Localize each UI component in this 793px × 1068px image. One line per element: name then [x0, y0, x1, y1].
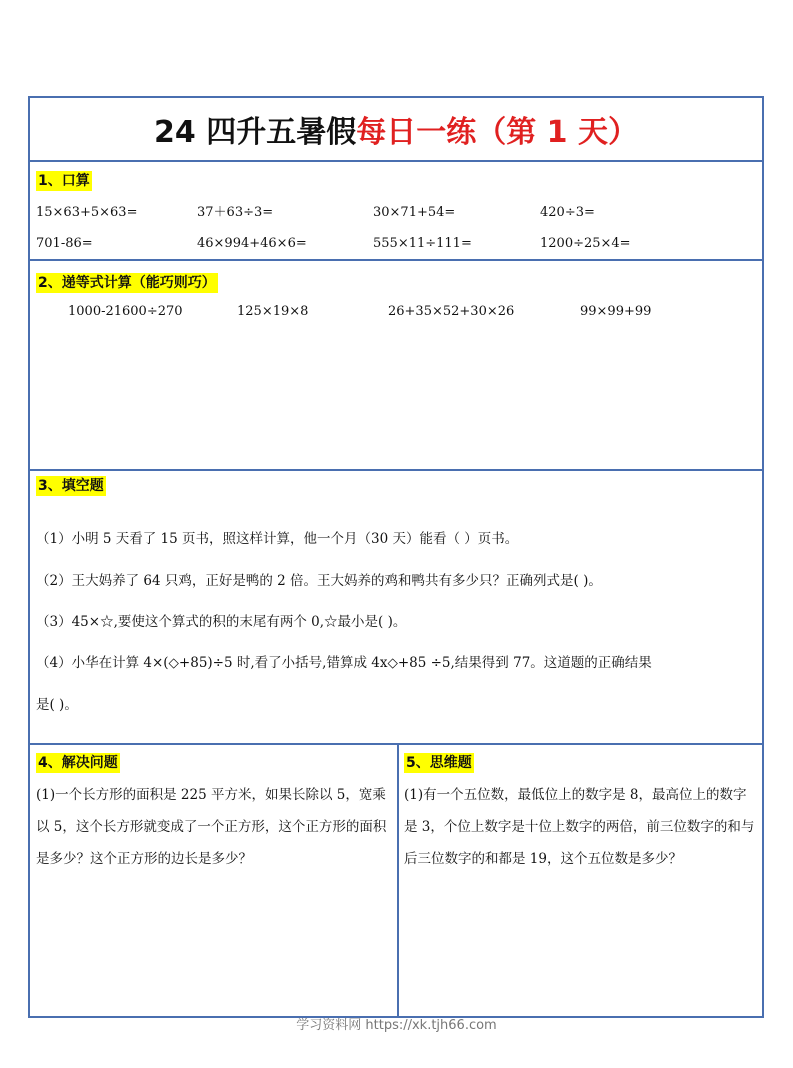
- question: （3）45×☆,要使这个算式的积的末尾有两个 0,☆最小是( )。: [36, 614, 407, 630]
- section-heading: 1、口算: [38, 173, 90, 189]
- section-mental-math: [30, 162, 762, 261]
- question: （1）小明 5 天看了 15 页书，照这样计算，他一个月（30 天）能看（ ）页书。: [36, 531, 519, 547]
- thinking-problem: (1)有一个五位数，最低位上的数字是 8，最高位上的数字是 3，个位上数字是十位上数字的两倍，前三位数字的和与后三位数字的和都是 19，这个五位数是多少？: [404, 787, 755, 867]
- problem: 26+35×52+30×26: [388, 304, 515, 319]
- problem: 99×99+99: [580, 304, 652, 319]
- problem: 1000-21600÷270: [68, 304, 183, 319]
- title-highlight: 每日一练（第 1 天）: [356, 115, 638, 150]
- problem: 46×994+46×6=: [197, 236, 307, 251]
- section-heading: 3、填空题: [38, 478, 104, 494]
- column-divider: [397, 744, 399, 1018]
- problem: 125×19×8: [237, 304, 309, 319]
- section-step-calculation: [30, 261, 762, 471]
- problem: 1200÷25×4=: [540, 236, 631, 251]
- worksheet: [28, 96, 764, 1018]
- problem: 15×63+5×63=: [36, 205, 138, 220]
- title-prefix: 24 四升五暑假: [154, 115, 357, 150]
- word-problem: (1)一个长方形的面积是 225 平方米，如果长除以 5，宽乘以 5，这个长方形就变成了一个正方形，这个正方形的面积是多少？这个正方形的边长是多少？: [36, 787, 387, 867]
- section-heading: 4、解决问题: [38, 755, 118, 771]
- problem: 420÷3=: [540, 205, 595, 220]
- question: （2）王大妈养了 64 只鸡，正好是鸭的 2 倍。王大妈养的鸡和鸭共有多少只？正确列式是( )。: [36, 573, 602, 589]
- site-footer: 学习资料网 https://xk.tjh66.com: [296, 1018, 497, 1033]
- problem: 555×11÷111=: [373, 236, 472, 251]
- question: 是( )。: [36, 697, 78, 713]
- page-title: [30, 98, 762, 162]
- problem: 30×71+54=: [373, 205, 456, 220]
- question: （4）小华在计算 4×(◇+85)÷5 时,看了小括号,错算成 4x◇+85 ÷5,结果得到 77。这道题的正确结果: [36, 655, 652, 671]
- section-heading: 2、递等式计算（能巧则巧）: [38, 275, 216, 291]
- problem: 37＋63÷3=: [197, 205, 274, 220]
- section-heading: 5、思维题: [406, 755, 472, 771]
- problem: 701-86=: [36, 236, 93, 251]
- section-fill-in: [30, 471, 762, 745]
